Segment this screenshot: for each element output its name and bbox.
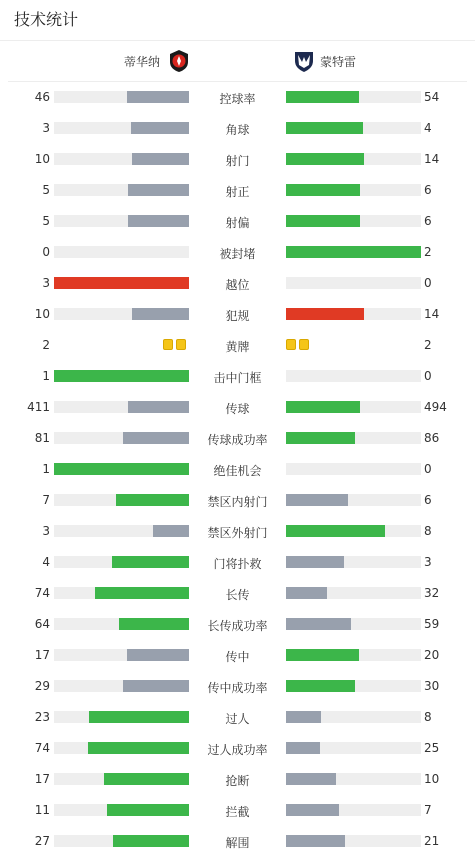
away-stat-value: 0 (424, 276, 432, 290)
away-stat-value: 10 (424, 772, 440, 786)
away-stat-value: 21 (424, 834, 440, 848)
home-stat-bar-track (54, 122, 189, 134)
away-stat-value: 25 (424, 741, 440, 755)
away-stat-bar-track (286, 308, 421, 320)
away-stat-bar-track (286, 277, 421, 289)
home-stat-bar-track (54, 835, 189, 847)
home-stat-bar-track (54, 277, 189, 289)
home-stat-value: 0 (42, 245, 50, 259)
away-stat-bar (286, 556, 344, 568)
stat-row (0, 609, 475, 640)
home-stat-value: 411 (27, 400, 50, 414)
home-stat-bar (131, 122, 189, 134)
home-stat-bar (112, 556, 189, 568)
away-stat-bar-track (286, 804, 421, 816)
stat-row (0, 795, 475, 826)
away-team-logo-icon (293, 49, 315, 73)
away-stat-bar-track (286, 91, 421, 103)
away-stat-value: 2 (424, 338, 432, 352)
away-stat-bar-track (286, 587, 421, 599)
stat-label: 被封堵 (219, 247, 256, 261)
stat-row (0, 640, 475, 671)
stats-list (0, 82, 475, 857)
home-stat-bar (132, 153, 189, 165)
home-stat-bar-track (54, 711, 189, 723)
stat-row (0, 547, 475, 578)
stat-label: 过人 (225, 712, 250, 726)
home-stat-bar (95, 587, 190, 599)
stat-label: 传球成功率 (207, 433, 268, 447)
home-stat-bar-track (54, 556, 189, 568)
home-stat-value: 74 (34, 741, 50, 755)
away-stat-bar-track (286, 711, 421, 723)
home-stat-bar-track (54, 742, 189, 754)
away-stat-value: 54 (424, 90, 440, 104)
stat-row (0, 268, 475, 299)
away-stat-bar-track (286, 215, 421, 227)
home-stat-value: 5 (42, 183, 50, 197)
away-stat-bar (286, 835, 345, 847)
stat-label: 传中 (225, 650, 250, 664)
away-stat-bar-track (286, 122, 421, 134)
stat-row (0, 826, 475, 857)
stat-label: 禁区内射门 (207, 495, 268, 509)
home-stat-bar-track (54, 153, 189, 165)
away-stat-value: 14 (424, 152, 440, 166)
home-stat-value: 74 (34, 586, 50, 600)
home-stat-bar-track (54, 804, 189, 816)
away-stat-bar (286, 587, 327, 599)
home-stat-bar (54, 370, 189, 382)
home-stat-bar (128, 401, 189, 413)
away-stat-bar-track (286, 773, 421, 785)
away-stat-bar (286, 91, 359, 103)
away-stat-bar (286, 153, 364, 165)
home-stat-bar (54, 277, 189, 289)
home-stat-value: 3 (42, 524, 50, 538)
stat-row (0, 702, 475, 733)
stat-row (0, 82, 475, 113)
away-stat-bar (286, 246, 421, 258)
away-stat-value: 6 (424, 214, 432, 228)
stat-label: 门将扑救 (213, 557, 262, 571)
home-stat-value: 10 (34, 307, 50, 321)
stat-label: 传球 (225, 402, 250, 416)
home-stat-bar (89, 711, 189, 723)
home-stat-value: 17 (34, 648, 50, 662)
stat-row (0, 299, 475, 330)
away-stat-value: 32 (424, 586, 440, 600)
home-stat-value: 46 (34, 90, 50, 104)
home-stat-value: 3 (42, 121, 50, 135)
home-stat-bar (123, 432, 189, 444)
stat-label: 越位 (225, 278, 250, 292)
away-stat-value: 14 (424, 307, 440, 321)
away-stat-bar (286, 618, 351, 630)
home-stat-value: 1 (42, 369, 50, 383)
away-stat-bar-track (286, 401, 421, 413)
stat-row (0, 454, 475, 485)
home-stat-bar-track (54, 587, 189, 599)
home-stat-bar-track (54, 463, 189, 475)
away-stat-value: 8 (424, 524, 432, 538)
yellow-card-icon (286, 339, 296, 350)
away-stat-value: 4 (424, 121, 432, 135)
home-stat-value: 23 (34, 710, 50, 724)
away-stat-bar (286, 742, 320, 754)
away-stat-bar-track (286, 184, 421, 196)
home-stat-value: 64 (34, 617, 50, 631)
stat-label: 长传成功率 (207, 619, 268, 633)
home-stat-bar-track (54, 215, 189, 227)
away-stat-bar-track (286, 742, 421, 754)
home-stat-value: 5 (42, 214, 50, 228)
away-stat-bar (286, 711, 321, 723)
home-stat-bar-track (54, 432, 189, 444)
stat-row (0, 237, 475, 268)
away-stat-bar-track (286, 835, 421, 847)
home-stat-bar-track (54, 525, 189, 537)
yellow-card-icon (176, 339, 186, 350)
home-stat-bar (127, 91, 189, 103)
stat-row (0, 578, 475, 609)
away-stat-bar-track (286, 618, 421, 630)
away-stat-bar-track (286, 649, 421, 661)
away-stat-value: 3 (424, 555, 432, 569)
home-stat-bar-track (54, 184, 189, 196)
away-stat-bar (286, 432, 355, 444)
stat-label: 抢断 (225, 774, 250, 788)
away-stat-bar (286, 773, 336, 785)
away-stat-value: 2 (424, 245, 432, 259)
home-stat-bar (54, 463, 189, 475)
page-title: 技术统计 (0, 0, 475, 41)
away-stat-value: 0 (424, 462, 432, 476)
home-stat-value: 29 (34, 679, 50, 693)
away-stat-value: 8 (424, 710, 432, 724)
away-stat-bar (286, 804, 339, 816)
stat-row (0, 733, 475, 764)
stat-label: 角球 (225, 123, 250, 137)
home-stat-bar (116, 494, 189, 506)
away-stat-bar-track (286, 432, 421, 444)
stat-label: 绝佳机会 (213, 464, 262, 478)
stat-label: 射门 (225, 154, 250, 168)
stat-label: 射偏 (225, 216, 250, 230)
stat-row (0, 175, 475, 206)
away-stat-bar (286, 184, 360, 196)
away-stat-bar-track (286, 556, 421, 568)
home-stat-bar-track (54, 680, 189, 692)
home-team-logo-icon (168, 49, 190, 73)
stat-label: 击中门框 (213, 371, 262, 385)
away-stat-bar (286, 649, 359, 661)
stat-label: 拦截 (225, 805, 250, 819)
away-stat-bar (286, 401, 360, 413)
away-stat-bar-track (286, 246, 421, 258)
yellow-card-icon (163, 339, 173, 350)
stat-row (0, 423, 475, 454)
away-yellow-cards (286, 339, 312, 351)
home-stat-bar (119, 618, 189, 630)
home-stat-bar (123, 680, 189, 692)
home-team-name: 蒂华纳 (124, 55, 161, 69)
home-stat-bar-track (54, 773, 189, 785)
home-stat-bar (127, 649, 189, 661)
home-stat-value: 27 (34, 834, 50, 848)
stat-label: 禁区外射门 (207, 526, 268, 540)
stat-row (0, 671, 475, 702)
home-stat-bar (153, 525, 189, 537)
away-stat-value: 6 (424, 493, 432, 507)
away-stat-value: 86 (424, 431, 440, 445)
away-stat-bar-track (286, 494, 421, 506)
stat-row (0, 392, 475, 423)
stat-label: 解围 (225, 836, 250, 850)
away-stat-value: 0 (424, 369, 432, 383)
away-stat-value: 6 (424, 183, 432, 197)
stat-label: 传中成功率 (207, 681, 268, 695)
home-stat-value: 10 (34, 152, 50, 166)
home-stat-value: 7 (42, 493, 50, 507)
away-stat-bar-track (286, 153, 421, 165)
away-stat-bar-track (286, 680, 421, 692)
stat-row (0, 485, 475, 516)
home-stat-bar-track (54, 401, 189, 413)
away-stat-bar (286, 680, 355, 692)
home-stat-bar (113, 835, 189, 847)
away-team-name: 蒙特雷 (320, 55, 357, 69)
home-stat-value: 17 (34, 772, 50, 786)
away-stat-bar-track (286, 370, 421, 382)
stat-label: 长传 (225, 588, 250, 602)
home-stat-bar-track (54, 649, 189, 661)
home-stat-bar (128, 184, 189, 196)
home-stat-bar-track (54, 246, 189, 258)
home-stat-bar (132, 308, 189, 320)
away-stat-bar (286, 308, 364, 320)
home-stat-bar (107, 804, 189, 816)
home-stat-bar-track (54, 91, 189, 103)
stat-row (0, 764, 475, 795)
away-stat-bar (286, 525, 385, 537)
home-stat-value: 4 (42, 555, 50, 569)
away-stat-value: 20 (424, 648, 440, 662)
stat-row (0, 144, 475, 175)
stat-row (0, 516, 475, 547)
home-stat-bar-track (54, 370, 189, 382)
home-stat-bar-track (54, 618, 189, 630)
stat-row (0, 206, 475, 237)
stat-label: 控球率 (219, 92, 256, 106)
stat-label: 犯规 (225, 309, 250, 323)
home-stat-value: 3 (42, 276, 50, 290)
away-stat-value: 59 (424, 617, 440, 631)
home-stat-value: 2 (42, 338, 50, 352)
home-stat-bar (88, 742, 189, 754)
home-stat-bar (128, 215, 189, 227)
away-stat-value: 30 (424, 679, 440, 693)
stat-row (0, 113, 475, 144)
stat-label: 黄牌 (225, 340, 250, 354)
away-stat-bar (286, 122, 363, 134)
teams-header (8, 41, 467, 82)
away-stat-value: 7 (424, 803, 432, 817)
home-stat-value: 11 (34, 803, 50, 817)
stat-row (0, 361, 475, 392)
home-stat-value: 81 (34, 431, 50, 445)
stat-label: 射正 (225, 185, 250, 199)
away-stat-bar-track (286, 525, 421, 537)
stat-label: 过人成功率 (207, 743, 268, 757)
home-stat-value: 1 (42, 462, 50, 476)
away-stat-value: 494 (424, 400, 447, 414)
away-stat-bar-track (286, 463, 421, 475)
home-yellow-cards (163, 339, 189, 351)
home-stat-bar (104, 773, 189, 785)
home-stat-bar-track (54, 308, 189, 320)
away-stat-bar (286, 215, 360, 227)
home-stat-bar-track (54, 494, 189, 506)
away-stat-bar (286, 494, 348, 506)
stat-row (0, 330, 475, 361)
yellow-card-icon (299, 339, 309, 350)
